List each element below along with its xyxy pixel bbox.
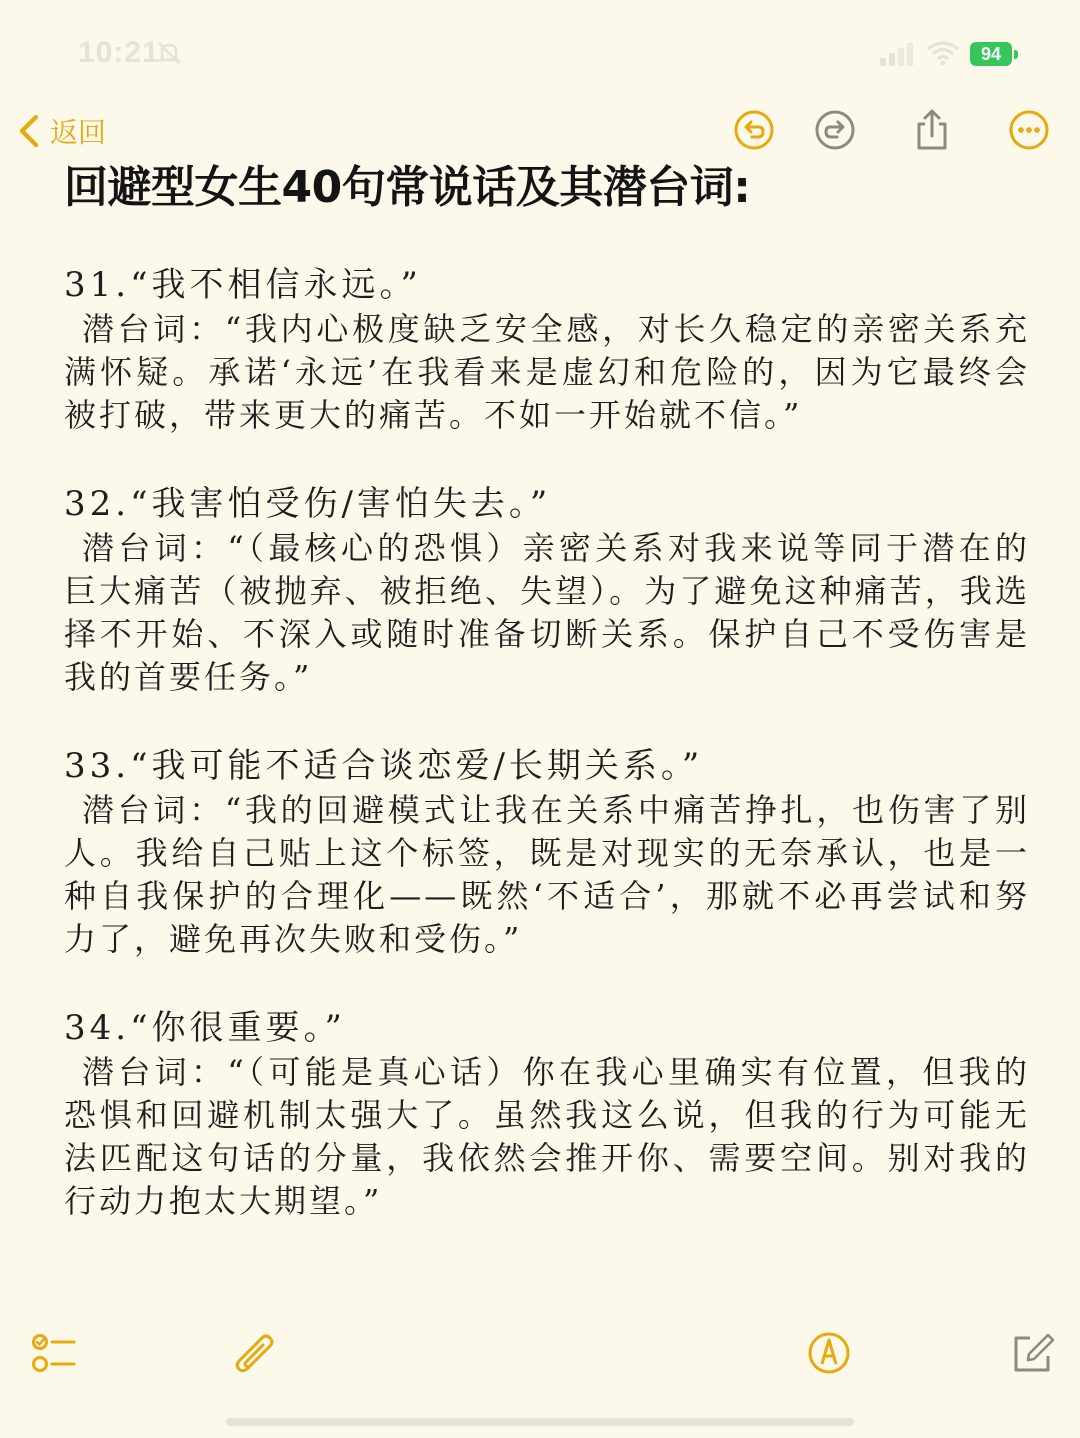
toolbar [0,100,1080,160]
entry-heading: 33.“我可能不适合谈恋爱/长期关系。” [64,746,704,786]
back-button[interactable] [14,108,106,154]
note-body[interactable] [64,262,1030,1223]
status-time: 10:21 [78,36,160,69]
entry-33 [64,743,1030,961]
signal-icon [878,42,918,66]
entry-subtext: 潜台词：“我内心极度缺乏安全感，对长久稳定的亲密关系充满怀疑。承诺‘永远’在我看来是虚幻和危险的，因为它最终会被打破，带来更大的痛苦。不如一开始就不信。” [64,310,1030,434]
entry-31 [64,262,1030,437]
entry-heading: 34.“你很重要。” [64,1008,346,1048]
wifi-icon [926,40,960,66]
entry-spacer [64,699,1030,743]
entry-heading: 32.“我害怕受伤/害怕失去。” [64,484,552,524]
entry-32 [64,481,1030,699]
entry-subtext: 潜台词：“（最核心的恐惧）亲密关系对我来说等同于潜在的巨大痛苦（被抛弃、被拒绝、失望）。为了避免这种痛苦，我选择不开始、不深入或随时准备切断关系。保护自己不受伤害是我的首要任务。” [64,529,1030,696]
entry-spacer [64,437,1030,481]
redo-icon[interactable] [811,106,859,154]
entry-subtext: 潜台词：“我的回避模式让我在关系中痛苦挣扎，也伤害了别人。我给自己贴上这个标签，既是对现实的无奈承认，也是一种自我保护的合理化——既然‘不适合’，那就不必再尝试和努力了，避免再次失败和受伤。” [64,791,1030,958]
entry-subtext: 潜台词：“（可能是真心话）你在我心里确实有位置，但我的恐惧和回避机制太强大了。虽然我这么说，但我的行为可能无法匹配这句话的分量，我依然会推开你、需要空间。别对我的行动力抱太大期望。” [64,1053,1030,1220]
battery-level: 94 [980,44,1002,64]
entry-heading: 31.“我不相信永远。” [64,265,422,305]
markup-pen-icon[interactable] [802,1326,856,1380]
compose-icon[interactable] [1006,1326,1060,1380]
home-indicator[interactable] [226,1418,854,1426]
share-icon[interactable] [908,106,956,154]
battery-cap [1014,50,1018,59]
chevron-left-icon [14,111,44,151]
status-bar [0,0,1080,100]
back-label: 返回 [50,116,107,149]
checklist-icon[interactable] [28,1326,82,1380]
bottom-toolbar [0,1320,1080,1390]
note-title: 回避型女生40句常说话及其潜台词: [64,162,751,213]
entry-spacer [64,961,1030,1005]
paperclip-icon[interactable] [228,1326,282,1380]
more-icon[interactable] [1005,106,1053,154]
battery-icon [970,42,1012,66]
bell-slash-icon [156,40,182,66]
entry-34 [64,1005,1030,1223]
undo-icon[interactable] [730,106,778,154]
